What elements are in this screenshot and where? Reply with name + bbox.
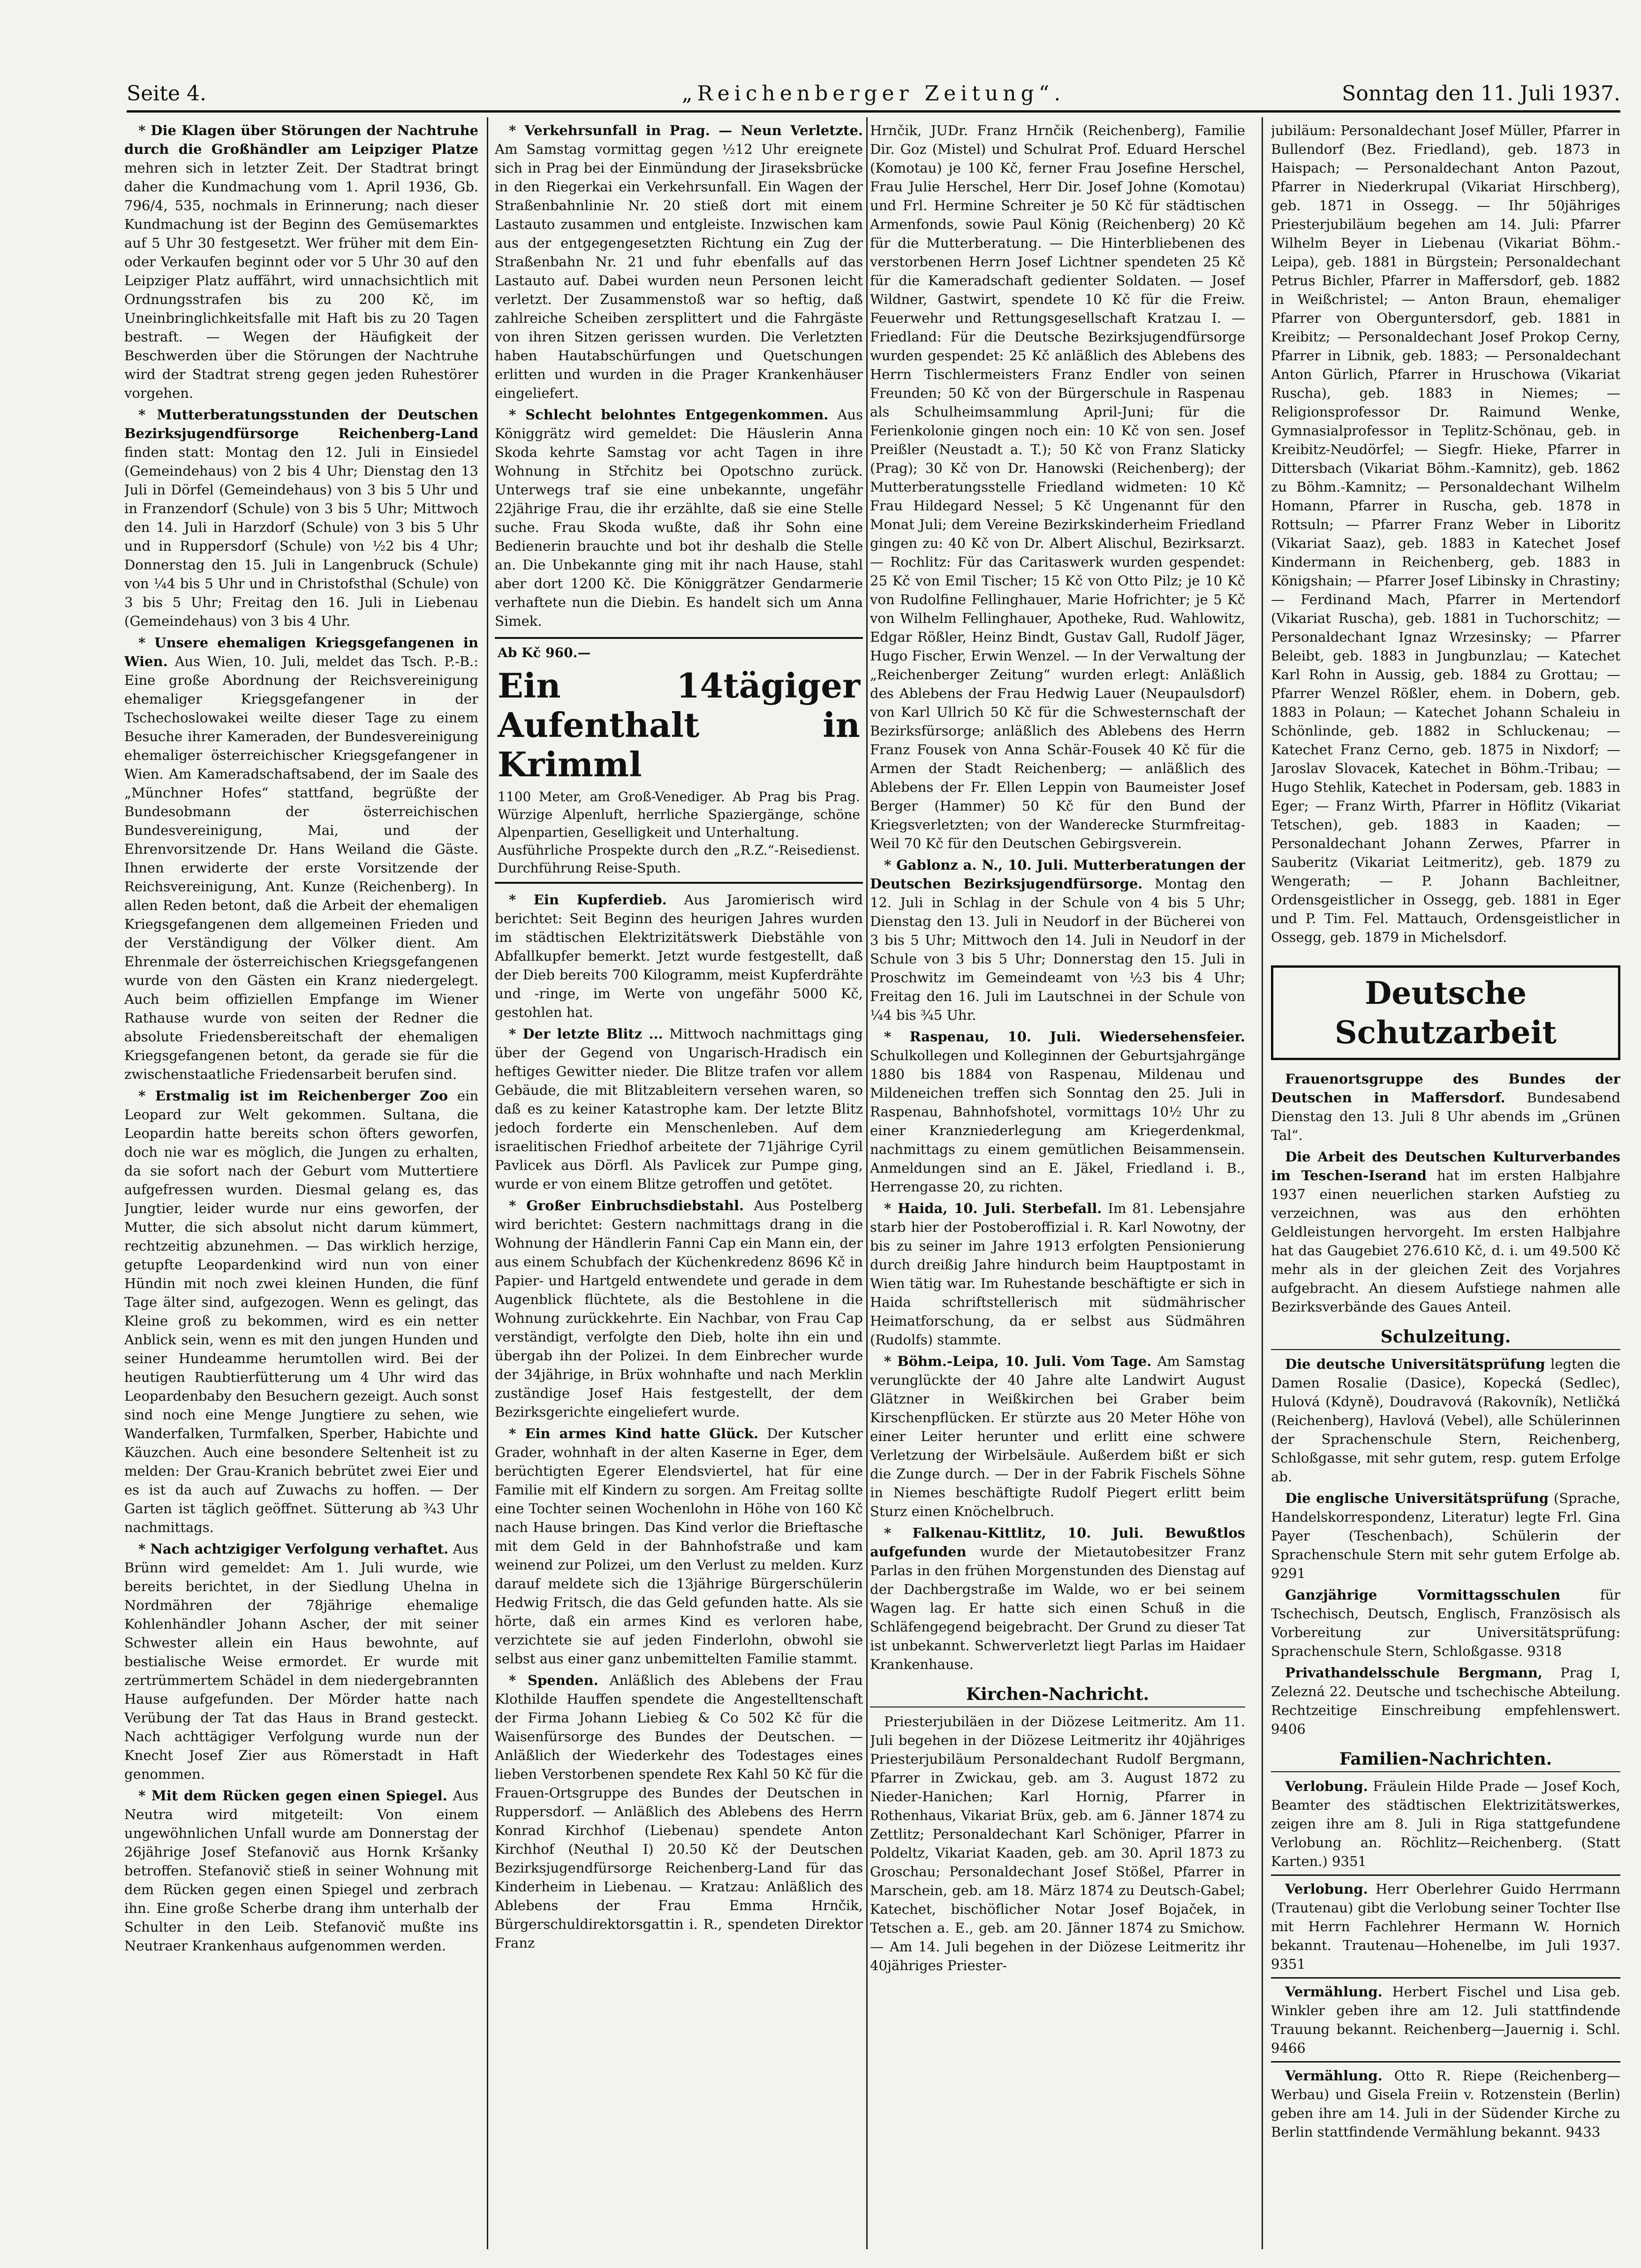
article: * Mutterberatungsstunden der Deutschen Bezirksjugendfürsorge Reichenberg-Land finden statt: Montag den 12. Juli in Einsiedel (Gemeindehaus) von 2 bis 4 Uhr; Dienstag den 13 Juli in Dörfel (Gemeindehaus) von 3 bis 5 Uhr und in Franzendorf (Schule) von 3 bis 5 Uhr; Mittwoch den 14. Juli in Harzdorf (Schule) von 3 bis 5 Uhr und in Ruppersdorf (Schule) von ½2 bis 4 Uhr; Donnerstag den 15. Juli in Langenbruck (Schule) von ¼4 bis 5 Uhr und in Christofsthal (Schule) von 3 bis 5 Uhr; Freitag den 16. Juli in Liebenau (Gemeindehaus) von 3 bis 4 Uhr. bbox=[124, 407, 478, 629]
article: Die englische Universitätsprüfung (Sprache, Handelskorrespondenz, Literatur) legte Frl. Gina Payer (Teschenbach), Schülerin der Sprachenschule Stern mit sehr gutem Erfolge ab. 9291 bbox=[1271, 1490, 1620, 1581]
announcement: Vermählung. Otto R. Riepe (Reichenberg—Werbau) und Gisela Freiin v. Rotzenstein (Berlin) geben ihre am 14. Juli in der Südender Kirche zu Berlin stattfindende Vermählung bekannt. 9433 bbox=[1271, 2068, 1620, 2140]
article: * Verkehrsunfall in Prag. — Neun Verletzte. Am Samstag vormittag gegen ½12 Uhr ereignete sich in Prag bei der Einmündung der Jiraseksbrücke in den Riegerkai ein Verkehrsunfall. Ein Wagen der Straßenbahnlinie Nr. 20 stieß dort mit einem Lastauto zusammen und entgleiste. Inzwischen kam aus der entgegengesetzten Richtung ein Zug der Straßenbahn Nr. 21 und fuhr ebenfalls auf das Lastauto auf. Dabei wurden neun Personen leicht verletzt. Der Zusammenstoß war so heftig, daß zahlreiche Scheiben zersplittert und die Fahrgäste von ihren Sitzen gerissen wurden. Die Verletzten haben Hautabschürfungen und Quetschungen erlitten und wurden in die Prager Krankenhäuser eingeliefert. bbox=[495, 122, 863, 401]
page-header bbox=[127, 77, 1620, 113]
divider bbox=[1271, 2061, 1620, 2063]
article: * Unsere ehemaligen Kriegsgefangenen in Wien. Aus Wien, 10. Juli, meldet das Tsch. P.-B.: Eine große Abordnung der Reichsvereinigung ehemaliger Kriegsgefangener in der Tschechoslowakei weilte dieser Tage zu einem Besuche ihrer Kameraden, der Bundesvereinigung ehemaliger österreichischer Kriegsgefangener in Wien. Am Kameradschaftsabend, der im Saale des „Münchner Hofes“ stattfand, begrüßte der Bundesobmann der österreichischen Bundesvereinigung, Mai, und der Ehrenvorsitzende Dr. Hans Weiland die Gäste. Ihnen erwiderte der erste Vorsitzende der Reichsvereinigung, Ant. Kunze (Reichenberg). In allen Reden betont, daß die Arbeit der ehemaligen Kriegsgefangenen dem allgemeinen Frieden und der Verständigung der Völker dient. Am Ehrenmale der österreichischen Kriegsgefangenen wurde von den Gästen ein Kranz niedergelegt. Auch beim offiziellen Empfange im Wiener Rathause wurde von seiten der Redner die absolute Friedensbereitschaft der ehemaligen Kriegsgefangenen betont, da gerade sie für die zwischenstaatliche Friedensarbeit berufen sind. bbox=[124, 635, 478, 1082]
column-3 bbox=[870, 121, 1245, 2240]
article: Ganzjährige Vormittagsschulen für Tschechisch, Deutsch, Englisch, Französisch als Vorbereitung zur Universitätsprüfung: Sprachenschule Stern, Schloßgasse. 9318 bbox=[1271, 1587, 1620, 1659]
article: * Die Klagen über Störungen der Nachtruhe durch die Großhändler am Leipziger Platze mehren sich in letzter Zeit. Der Stadtrat bringt daher die Kundmachung vom 1. April 1936, Gb. 796/4, 535, nochmals in Erinnerung; nach dieser Kundmachung ist der Beginn des Gemüsemarktes auf 5 Uhr 30 festgesetzt. Wer früher mit dem Ein- oder Verkaufen beginnt oder vor 5 Uhr 30 auf den Leipziger Platz auffährt, wird unnachsichtlich mit Ordnungsstrafen bis zu 200 Kč, im Uneinbringlichkeitsfalle mit Haft bis zu 20 Tagen bestraft. — Wegen der Häufigkeit der Beschwerden über die Störungen der Nachtruhe wird der Stadtrat streng gegen jeden Ruhestörer vorgehen. bbox=[124, 122, 478, 401]
ad-price: Ab Kč 960.— bbox=[498, 645, 591, 660]
article: * Der letzte Blitz ... Mittwoch nachmittags ging über der Gegend von Ungarisch-Hradisch ein heftiges Gewitter nieder. Die Blitze trafen vor allem Gebäude, die mit Blitzableitern versehen waren, so daß es zu keiner Katastrophe kam. Der letzte Blitz jedoch forderte ein Menschenleben. Auf dem israelitischen Friedhof arbeitete der 71jährige Cyril Pavlicek aus Dörfl. Als Pavlicek zur Pumpe ging, wurde er von einem Blitze getroffen und getötet. bbox=[495, 1026, 863, 1192]
article: * Raspenau, 10. Juli. Wiedersehensfeier. Schulkollegen und Kolleginnen der Geburtsjahrgänge 1880 bis 1884 von Raspenau, Mildenau und Mildeneichen treffen sich Sonntag den 25. Juli in Raspenau, Bahnhofshotel, vormittags 10½ Uhr zu einer Kranzniederlegung am Kriegerdenkmal, nachmittags zu einem gemütlichen Beisammensein. Anmeldungen sind an E. Jäkel, Friedland i. B., Herrengasse 20, zu richten. bbox=[870, 1029, 1245, 1195]
divider bbox=[1271, 1977, 1620, 1979]
article: Hrnčik, JUDr. Franz Hrnčik (Reichenberg), Familie Dir. Goz (Mistel) und Schulrat Prof. Eduard Herschel (Komotau) je 100 Kč, ferner Frau Josefine Herschel, Frau Julie Herschel, Herr Dir. Josef Johne (Komotau) und Frl. Hermine Schreiter je 50 Kč für städtischen Armenfonds, sowie Paul König (Reichenberg) 20 Kč für die Mutterberatung. — Die Hinterbliebenen des verstorbenen Herrn Josef Lichtner spendeten 25 Kč für die Kameradschaft gedienter Soldaten. — Josef Wildner, Gastwirt, spendete 10 Kč für die Freiw. Feuerwehr und Rettungsgesellschaft Kratzau I. — Friedland: Für die Deutsche Bezirksjugendfürsorge wurden gespendet: 25 Kč anläßlich des Ablebens des Herrn Tischlermeisters Franz Endler von seinen Freunden; 50 Kč von der Bürgerschule in Raspenau als Schulheimsammlung April-Juni; für die Ferienkolonie gingen noch ein: 10 Kč von sen. Josef Preißler (Neustadt a. T.); 50 Kč von Franz Slaticky (Prag); 30 Kč von Dr. Hanowski (Reichenberg); der Mutterberatungsstelle Friedland widmeten: 10 Kč Frau Hildegard Nessel; 5 Kč Ungenannt für den Monat Juli; dem Vereine Bezirkskinderheim Friedland gingen zu: 40 Kč von Dr. Albert Alischul, Bezirksarzt. — Rochlitz: Für das Caritaswerk wurden gespendet: 25 Kč von Emil Tischer; 15 Kč von Otto Pilz; je 10 Kč von Rudolfine Fellinghauer, Marie Hofrichter; je 5 Kč von Wilhelm Fellinghauer, Apotheke, Rud. Wahlowitz, Edgar Rößler, Heinz Bindt, Gustav Gall, Rudolf Jäger, Hugo Fischer, Erwin Wenzel. — In der Verwaltung der „Reichenberger Zeitung“ wurden erlegt: Anläßlich des Ablebens der Frau Hedwig Lauer (Neupaulsdorf) von Karl Ullrich 50 Kč für die Schwesternschaft der Bezirksfürsorge; anläßlich des Ablebens des Herrn Franz Fousek von Anna Schär-Fousek 40 Kč für die Armen der Stadt Reichenberg; — anläßlich des Ablebens der Fr. Ellen Leppin von Baumeister Josef Berger (Hammer) 50 Kč für den Bund der Kriegsverletzten; von der Wanderecke Sturmfreitag-Weil 70 Kč für den Deutschen Gebirgsverein. bbox=[870, 122, 1245, 851]
article: Die Arbeit des Deutschen Kulturverbandes im Teschen-Iserand hat im ersten Halbjahre 1937 einen neuerlichen starken Aufstieg zu verzeichnen, was aus den erhöhten Geldleistungen hervorgeht. Im ersten Halbjahre hat das Gaugebiet 276.610 Kč, d. i. um 49.500 Kč mehr als in der gleichen Zeit des Vorjahres aufgebracht. An diesem Aufstiege nahmen alle Bezirksverbände des Gaues Anteil. bbox=[1271, 1149, 1620, 1315]
column-rule bbox=[1262, 117, 1263, 2249]
schutzarbeit-heading: Deutsche Schutzarbeit bbox=[1271, 965, 1620, 1060]
divider bbox=[1271, 1874, 1620, 1876]
article: * Großer Einbruchsdiebstahl. Aus Postelberg wird berichtet: Gestern nachmittags drang in die Wohnung der Händlerin Fanni Cap ein Mann ein, der aus einem Schubfach der Küchenkredenz 8696 Kč in Papier- und Hartgeld entwendete und gerade in dem Augenblick flüchtete, als die Bestohlene in die Wohnung zurückkehrte. Ein Nachbar, von Frau Cap verständigt, verfolgte den Dieb, holte ihn ein und übergab ihn der Polizei. In dem Einbrecher wurde der 34jährige, in Brüx wohnhafte und nach Merklin zuständige Josef Hais festgestellt, der dem Bezirksgerichte eingeliefert wurde. bbox=[495, 1198, 863, 1420]
article: * Ein Kupferdieb. Aus Jaromierisch wird berichtet: Seit Beginn des heurigen Jahres wurden im städtischen Elektrizitätswerk Diebstähle von Abfallkupfer bemerkt. Jetzt wurde festgestellt, daß der Dieb bereits 700 Kilogramm, meist Kupferdrähte und -ringe, im Werte von ungefähr 5000 Kč, gestohlen hat. bbox=[495, 892, 863, 1020]
announcement: Verlobung. Fräulein Hilde Prade — Josef Koch, Beamter des städtischen Elektrizitätswerkes, zeigen ihre am 8. Juli in Riga stattgefundene Verlobung an. Röchlitz—Reichenberg. (Statt Karten.) 9351 bbox=[1271, 1778, 1620, 1869]
ad-text: Ausführliche Prospekte durch den „R.Z.“-Reisedienst. Durchführung Reise-Sputh. bbox=[498, 842, 860, 876]
article: * Mit dem Rücken gegen einen Spiegel. Aus Neutra wird mitgeteilt: Von einem ungewöhnlichen Unfall wurde am Donnerstag der 26jährige Josef Stefanovič aus Hornk Kršanky betroffen. Stefanovič stieß in seiner Wohnung mit dem Rücken gegen einen Spiegel und zerbrach ihn. Eine große Scherbe drang ihm unterhalb der Schulter in den Leib. Stefanovič mußte ins Neutraer Krankenhaus aufgenommen werden. bbox=[124, 1788, 478, 1954]
article: * Schlecht belohntes Entgegenkommen. Aus Königgrätz wird gemeldet: Die Häuslerin Anna Skoda kehrte Samstag vor acht Tagen in ihre Wohnung in Střchitz bei Opotschno zurück. Unterwegs traf sie eine unbekannte, ungefähr 22jährige Frau, die ihr erzählte, daß sie eine Stelle suche. Frau Skoda wußte, daß ihr Sohn eine Bedienerin brauchte und bot ihr deshalb die Stelle an. Die Unbekannte ging mit ihr nach Hause, stahl aber dort 1200 Kč. Die Königgrätzer Gendarmerie verhaftete nun die Diebin. Es handelt sich um Anna Simek. bbox=[495, 407, 863, 629]
announcement: Vermählung. Herbert Fischel und Lisa geb. Winkler geben ihre am 12. Juli stattfindende Trauung bekannt. Reichenberg—Jauernig i. Schl. 9466 bbox=[1271, 1984, 1620, 2056]
church-news-heading: Kirchen-Nachricht. bbox=[870, 1685, 1245, 1707]
article: * Erstmalig ist im Reichenberger Zoo ein Leopard zur Welt gekommen. Sultana, die Leopardin hatte bereits schon öfters geworfen, doch nie war es möglich, die Jungen zu erhalten, da sie sofort nach der Geburt vom Muttertiere aufgefressen wurden. Diesmal gelang es, das Jungtier, leider wurde nur eins geworfen, der Mutter, die sich absolut nicht darum kümmert, rechtzeitig abzunehmen. — Das wirklich herzige, getupfte Leopardenkind wird nun von einer Hündin mit noch zwei kleinen Hunden, die fünf Tage älter sind, aufgezogen. Wenn es gelingt, das Kleine groß zu bekommen, wird es ein netter Anblick sein, wenn es mit den jungen Hunden und seiner Hundeamme herumtollen wird. Bei der heutigen Raubtierfütterung um 4 Uhr wird das Leopardenbaby den Besuchern gezeigt. Auch sonst sind noch eine Menge Jungtiere zu sehen, wie Wanderfalken, Turmfalken, Sperber, Habichte und Käuzchen. Auch eine besondere Seltenheit ist zu melden: Der Grau-Kranich bebrütet zwei Eier und es ist da auch auf Zuwachs zu hoffen. — Der Garten ist täglich geöffnet. Sütterung ab ¾3 Uhr nachmittags. bbox=[124, 1088, 478, 1535]
article: Privathandelsschule Bergmann, Prag I, Zelezná 22. Deutsche und tschechische Abteilung. Rechtzeitige Einschreibung empfehlenswert. 9406 bbox=[1271, 1665, 1620, 1737]
column-4 bbox=[1271, 121, 1620, 2240]
family-news-heading: Familien-Nachrichten. bbox=[1271, 1750, 1620, 1772]
article: Die deutsche Universitätsprüfung legten die Damen Rosalie (Dasice), Kopecká (Sedlec), Hulová (Kdyně), Doudravová (Rakovník), Netličká (Reichenberg), Havlová (Vebel), alle Schülerinnen der Sprachenschule Stern, Reichenberg, Schloßgasse, mit sehr gutem, resp. gutem Erfolge ab. bbox=[1271, 1356, 1620, 1485]
column-2 bbox=[495, 121, 863, 2240]
newspaper-title: „Reichenberger Zeitung“. bbox=[681, 82, 1066, 106]
column-1 bbox=[124, 121, 478, 2240]
page-number: Seite 4. bbox=[127, 82, 206, 106]
issue-date: Sonntag den 11. Juli 1937. bbox=[1342, 82, 1620, 106]
column-rule bbox=[866, 117, 868, 2249]
ad-text: 1100 Meter, am Groß-Venediger. Ab Prag bis Prag. Würzige Alpenluft, herrliche Spaziergänge, schöne Alpenpartien, Geselligkeit und Unterhaltung. bbox=[498, 789, 860, 840]
article: * Haida, 10. Juli. Sterbefall. Im 81. Lebensjahre starb hier der Postoberoffizial i. R. Karl Nowotny, der bis zu seiner im Jahre 1913 erfolgten Pensionierung durch dreißig Jahre hindurch beim Hauptpostamt in Wien tätig war. Im Ruhestande beschäftigte er sich in Haida schriftstellerisch mit südmährischer Heimatforschung, da er selbst aus Südmähren (Rudolfs) stammte. bbox=[870, 1200, 1245, 1348]
article: Frauenortsgruppe des Bundes der Deutschen in Maffersdorf. Bundesabend Dienstag den 13. Juli 8 Uhr abends im „Grünen Tal“. bbox=[1271, 1071, 1620, 1143]
article: * Nach achtzigiger Verfolgung verhaftet. Aus Brünn wird gemeldet: Am 1. Juli wurde, wie bereits berichtet, in der Siedlung Uhelna in Nordmähren der 78jährige ehemalige Kohlenhändler Johann Ascher, der mit seiner Schwester allein ein Haus bewohnte, auf bestialische Weise ermordet. Er wurde mit zertrümmertem Schädel in dem niedergebrannten Hause aufgefunden. Der Mörder hatte nach Verübung der Tat das Haus in Brand gesteckt. Nach achttägiger Verfolgung wurde nun der Knecht Josef Zier aus Römerstadt in Haft genommen. bbox=[124, 1541, 478, 1782]
travel-advertisement bbox=[495, 637, 863, 884]
article: * Gablonz a. N., 10. Juli. Mutterberatungen der Deutschen Bezirksjugendfürsorge. Montag den 12. Juli in Schlag in der Schule von 4 bis 5 Uhr; Dienstag den 13. Juli in Neudorf in der Bücherei von 3 bis 5 Uhr; Mittwoch den 14. Juli in Neudorf in der Schule von 3 bis 5 Uhr; Donnerstag den 15. Juli in Proschwitz im Gemeindeamt von ½3 bis 4 Uhr; Freitag den 16. Juli im Lautschnei in der Schule von ¼4 bis ¾5 Uhr. bbox=[870, 857, 1245, 1023]
announcement: Verlobung. Herr Oberlehrer Guido Herrmann (Trautenau) gibt die Verlobung seiner Tochter Ilse mit Herrn Fachlehrer Hermann W. Hornich bekannt. Trautenau—Hohenelbe, im Juli 1937. 9351 bbox=[1271, 1881, 1620, 1972]
article: jubiläum: Personaldechant Josef Müller, Pfarrer in Bullendorf (Bez. Friedland), geb. 1873 in Haispach; — Personaldechant Anton Pazout, Pfarrer in Niederkrupal (Vikariat Hirschberg), geb. 1871 in Ossegg. — Ihr 50jähriges Priesterjubiläum begehen am 14. Juli: Pfarrer Wilhelm Beyer in Liebenau (Vikariat Böhm.-Leipa), geb. 1881 in Bürgstein; Personaldechant Petrus Bichler, Pfarrer in Maffersdorf, geb. 1882 in Weißchristel; — Anton Braun, ehemaliger Pfarrer von Oberguntersdorf, geb. 1881 in Kreibitz; — Personaldechant Josef Prokop Cerny, Pfarrer in Libnik, geb. 1883; — Personaldechant Anton Gürlich, Pfarrer in Hruschowa (Vikariat Ruscha), geb. 1883 in Niemes; — Religionsprofessor Dr. Raimund Wenke, Gymnasialprofessor in Teplitz-Schönau, geb. in Kreibitz-Neudörfel; — Siegfr. Hieke, Pfarrer in Dittersbach (Vikariat Böhm.-Kamnitz), geb. 1862 zu Böhm.-Kamnitz; — Personaldechant Wilhelm Homann, Pfarrer in Ruscha, geb. 1878 in Rottsuln; — Pfarrer Franz Weber in Liboritz (Vikariat Saaz), geb. 1883 in Katechet Josef Kindermann in Reichenberg, geb. 1883 in Königshain; — Pfarrer Josef Libinsky in Chrastiny; — Ferdinand Mach, Pfarrer in Mertendorf (Vikariat Ruscha), geb. 1881 in Tuchorschitz; — Personaldechant Ignaz Wrzesinsky; — Pfarrer Beleibt, geb. 1883 in Jungbunzlau; — Katechet Karl Rohn in Aussig, geb. 1884 zu Grottau; — Pfarrer Wenzel Rößler, ehem. in Dobern, geb. 1883 in Polaun; — Katechet Johann Schaleiu in Schönlinde, geb. 1882 in Schluckenau; — Katechet Franz Cerno, geb. 1875 in Nixdorf; — Jaroslav Slovacek, Katechet in Böhm.-Tribau; — Hugo Stehlik, Katechet in Podersam, geb. 1883 in Eger; — Franz Wirth, Pfarrer in Höflitz (Vikariat Tetschen), geb. 1883 in Kaaden; — Personaldechant Johann Zerwes, Pfarrer in Sauberitz (Vikariat Leitmeritz), geb. 1879 zu Wengerath; — P. Johann Bachleitner, Ordensgeistlicher in Ossegg, geb. 1881 in Eger und P. Tim. Fel. Mattauch, Ordensgeistlicher in Ossegg, geb. 1879 in Michelsdorf. bbox=[1271, 122, 1620, 945]
column-rule bbox=[487, 117, 488, 2249]
article: * Falkenau-Kittlitz, 10. Juli. Bewußtlos aufgefunden wurde der Mietautobesitzer Franz Parlas in den frühen Morgenstunden des Dienstag auf der Dachbergstraße im Walde, wo er bei seinem Wagen lag. Er hatte sich einen Schuß in die Schläfengegend beigebracht. Der Grund zu dieser Tat ist unbekannt. Schwerverletzt liegt Parlas im Haidaer Krankenhause. bbox=[870, 1525, 1245, 1672]
article: * Spenden. Anläßlich des Ablebens der Frau Klothilde Hauffen spendete die Angestelltenschaft der Firma Johann Liebieg & Co 502 Kč für die Waisenfürsorge des Bundes der Deutschen. — Anläßlich der Wiederkehr des Todestages eines lieben Verstorbenen spendete Rex Kahl 50 Kč für die Frauen-Ortsgruppe des Bundes der Deutschen in Ruppersdorf. — Anläßlich des Ablebens des Herrn Konrad Kirchhof (Liebenau) spendete Anton Kirchhof (Neuthal I) 20.50 Kč der Deutschen Bezirksjugendfürsorge Reichenberg-Land für das Kinderheim in Liebenau. — Kratzau: Anläßlich des Ablebens der Frau Emma Hrnčik, Bürgerschuldirektorsgattin i. R., spendeten Direktor Franz bbox=[495, 1672, 863, 1951]
article: * Böhm.-Leipa, 10. Juli. Vom Tage. Am Samstag verunglückte der 40 Jahre alte Landwirt August Glätzner in Weißkirchen bei Graber beim Kirschenpflücken. Er stürzte aus 20 Meter Höhe von einer Leiter herunter und erlitt eine schwere Verletzung der Wirbelsäule. Außerdem bißt er sich die Zunge durch. — Der in der Fabrik Fischels Söhne in Niemes beschäftigte Rudolf Piegert erlitt beim Sturz einen Knöchelbruch. bbox=[870, 1353, 1245, 1519]
ad-title: Ein 14tägiger Aufenthalt in Krimml bbox=[498, 666, 860, 784]
school-news-heading: Schulzeitung. bbox=[1271, 1327, 1620, 1350]
article: * Ein armes Kind hatte Glück. Der Kutscher Grader, wohnhaft in der alten Kaserne in Eger, dem berüchtigten Egerer Elendsviertel, hat für eine Familie mit elf Kindern zu sorgen. Am Freitag sollte eine Tochter seinen Wochenlohn in Höhe von 160 Kč nach Hause bringen. Das Kind verlor die Brieftasche mit dem Geld in der Bahnhofstraße und kam weinend zur Polizei, um den Verlust zu melden. Kurz darauf meldete sich die 13jährige Bürgerschülerin Hedwig Fritsch, die das Geld gefunden hatte. Als sie hörte, daß ein armes Kind es verloren habe, verzichtete sie auf jeden Finderlohn, obwohl sie selbst aus einer ganz unbemittelten Familie stammt. bbox=[495, 1426, 863, 1667]
article: Priesterjubiläen in der Diözese Leitmeritz. Am 11. Juli begehen in der Diözese Leitmeritz ihr 40jähriges Priesterjubiläum Personaldechant Rudolf Bergmann, Pfarrer in Zwickau, geb. am 3. August 1872 zu Nieder-Hanichen; Karl Hornig, Pfarrer in Rothenhaus, Vikariat Brüx, geb. am 6. Jänner 1874 zu Zettlitz; Personaldechant Karl Schöniger, Pfarrer in Poldeltz, Vikariat Kaaden, geb. am 30. April 1873 zu Groschau; Personaldechant Josef Stößel, Pfarrer in Marschein, geb. am 18. März 1874 zu Deutsch-Gabel; Katechet, bischöflicher Notar Josef Bojaček, in Tetschen a. E., geb. am 20. Jänner 1874 zu Smichow. — Am 14. Juli begehen in der Diözese Leitmeritz ihr 40jähriges Priester- bbox=[870, 1714, 1245, 1973]
